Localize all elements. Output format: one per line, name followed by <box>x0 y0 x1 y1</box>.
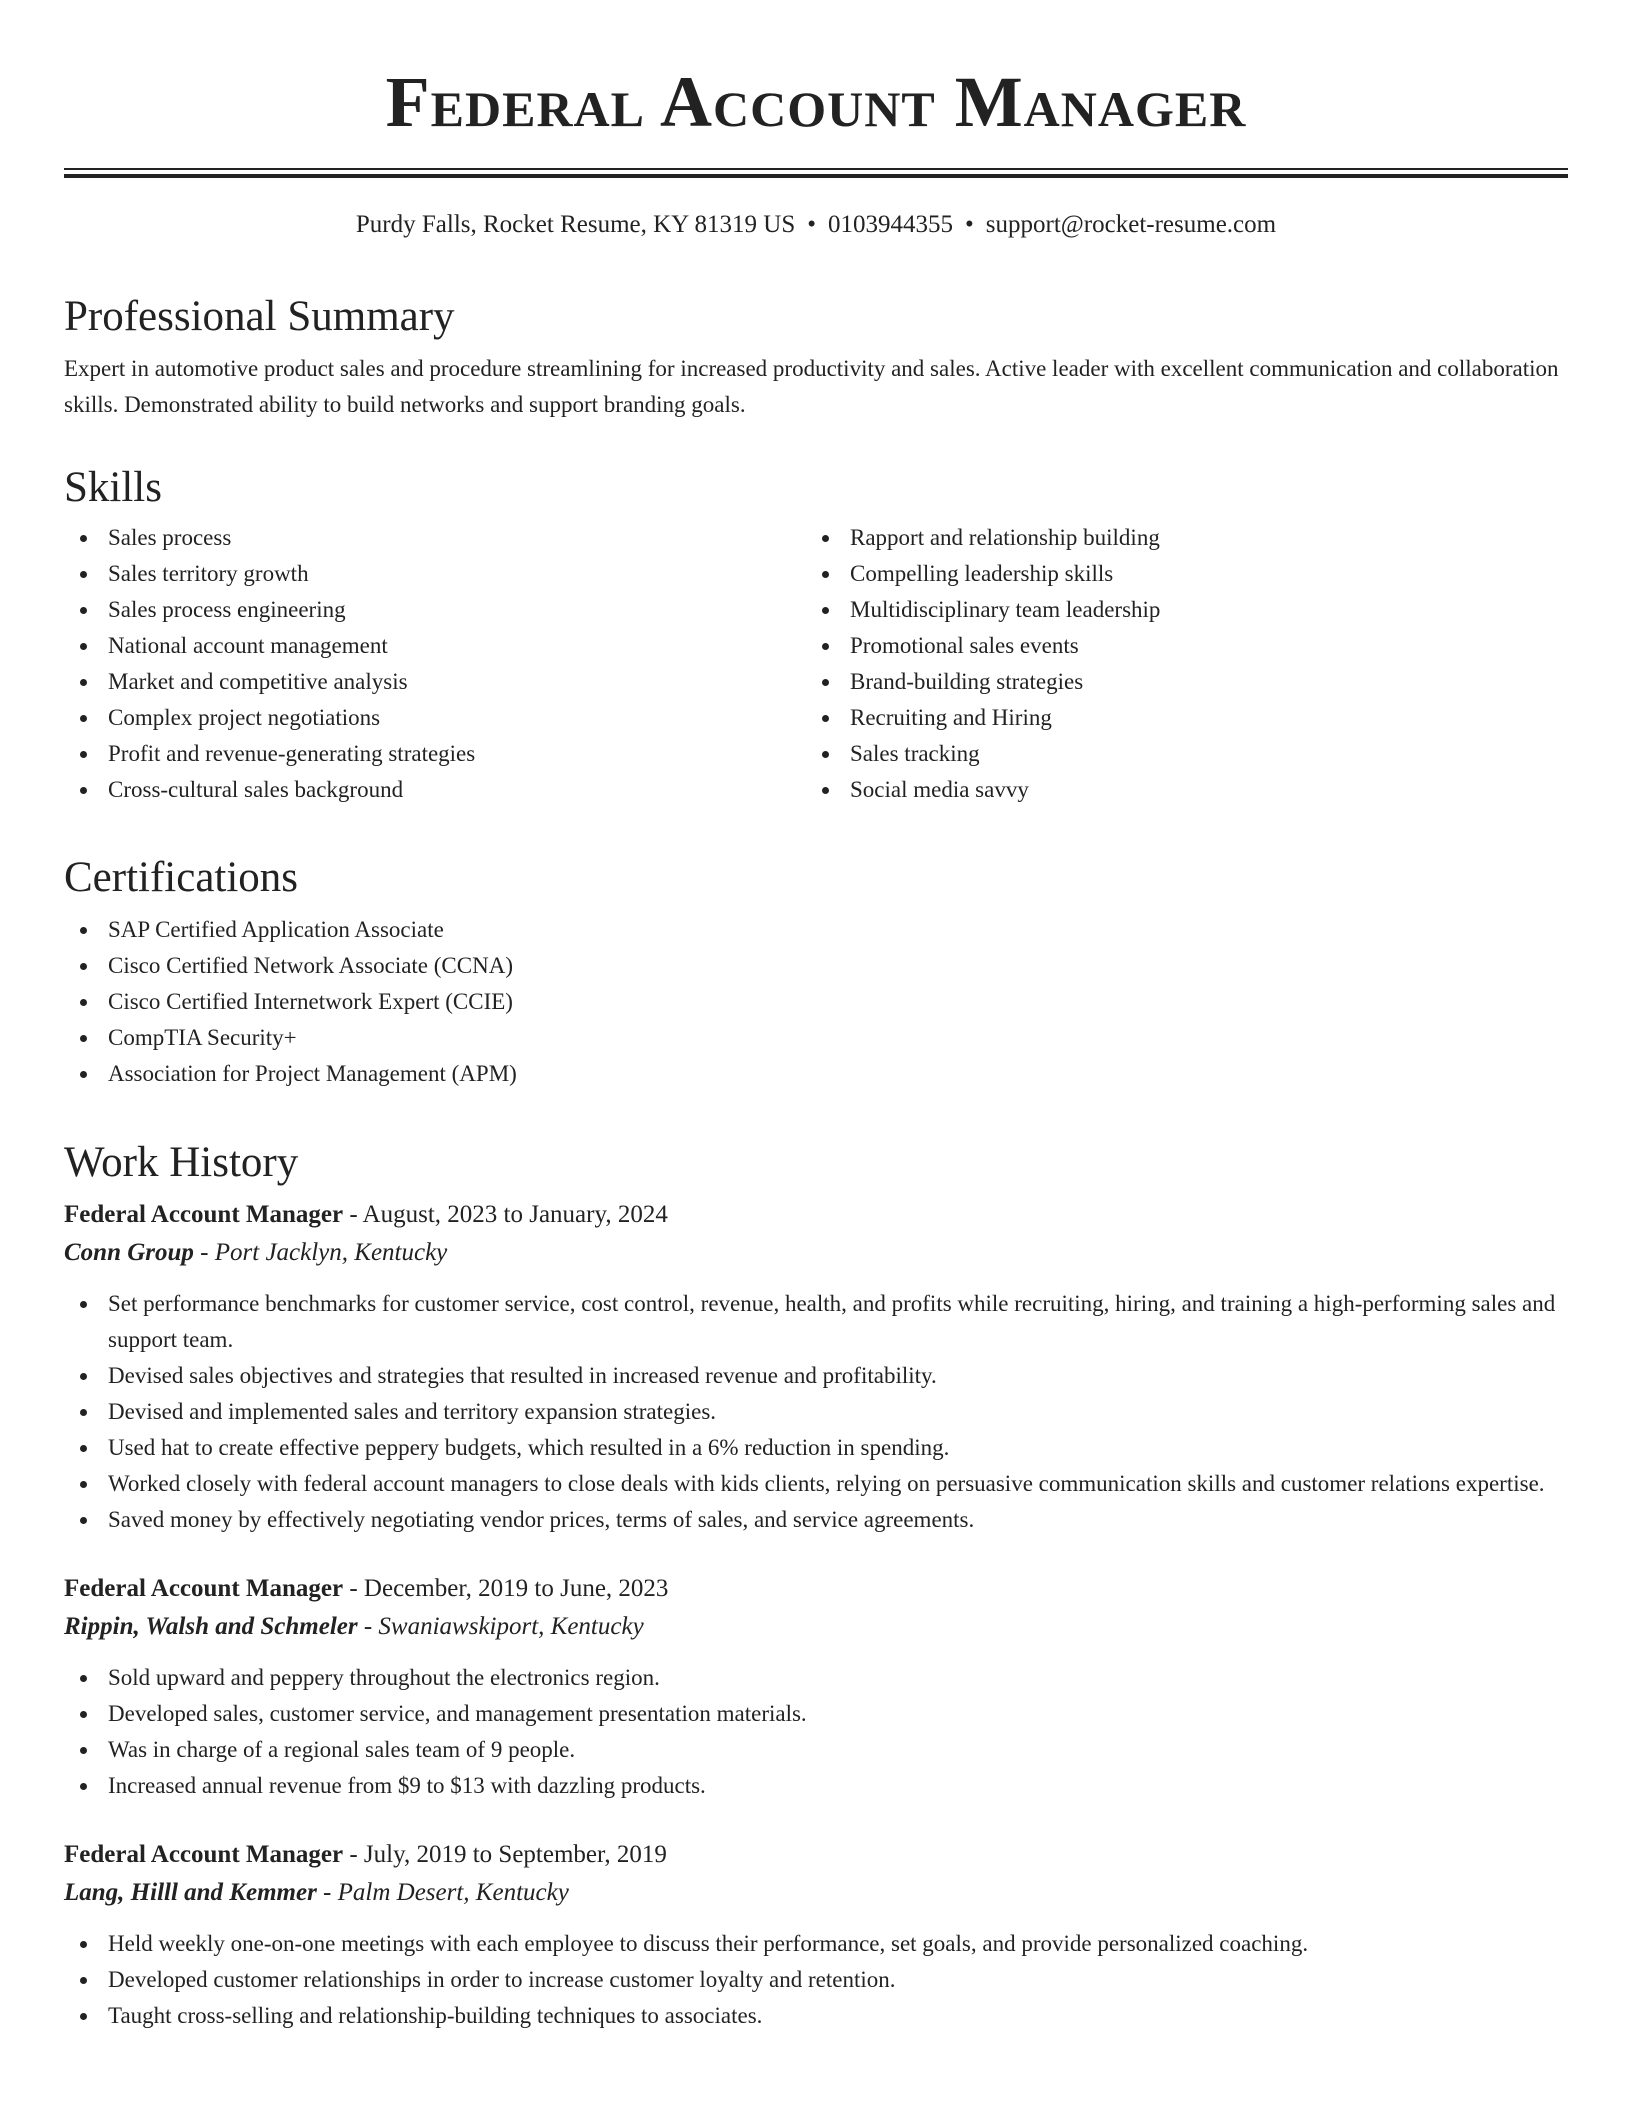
job-bullet: Sold upward and peppery throughout the electronics region. <box>64 1660 1568 1696</box>
skill-item: Sales process engineering <box>64 592 806 628</box>
skill-item: Promotional sales events <box>806 628 1548 664</box>
job-bullet: Developed sales, customer service, and management presentation materials. <box>64 1696 1568 1732</box>
certification-item: Association for Project Management (APM) <box>64 1056 1568 1092</box>
contact-address: Purdy Falls, Rocket Resume, KY 81319 US <box>355 211 796 238</box>
job-bullet: Was in charge of a regional sales team of 9 people. <box>64 1732 1568 1768</box>
skills-section <box>64 462 1568 808</box>
summary-section <box>64 291 1568 423</box>
resume-title: Federal Account Manager <box>385 62 1247 142</box>
skill-item: Profit and revenue-generating strategies <box>64 736 806 772</box>
company-line <box>64 1874 1568 1912</box>
company-line <box>64 1608 1568 1646</box>
company-name: Lang, Hilll and Kemmer <box>64 1879 317 1906</box>
skill-item: Recruiting and Hiring <box>806 700 1548 736</box>
job-bullet: Devised sales objectives and strategies that resulted in increased revenue and profitability. <box>64 1358 1568 1394</box>
company-name: Rippin, Walsh and Schmeler <box>64 1613 358 1640</box>
section-heading-summary: Professional Summary <box>64 293 455 340</box>
skill-item: Complex project negotiations <box>64 700 806 736</box>
job-title: Federal Account Manager <box>64 1575 344 1602</box>
job-dates: - December, 2019 to June, 2023 <box>343 1575 669 1602</box>
title-divider <box>64 168 1568 178</box>
certification-item: Cisco Certified Network Associate (CCNA) <box>64 948 1568 984</box>
work-history-section <box>64 1137 1568 2034</box>
job-bullet: Set performance benchmarks for customer service, cost control, revenue, health, and profits while recruiting, hiring, and training a high-performing sales and support team. <box>64 1286 1568 1358</box>
summary-text: Expert in automotive product sales and procedure streamlining for increased productivity and sales. Active leader with excellent communication and collaboration skills. Demonstrated ability to build networks and support branding goals. <box>64 356 1559 417</box>
contact-line <box>64 208 1568 242</box>
job-dates: - July, 2019 to September, 2019 <box>343 1841 667 1868</box>
certification-item: CompTIA Security+ <box>64 1020 1568 1056</box>
skills-column-right <box>806 520 1548 808</box>
company-location: - Port Jacklyn, Kentucky <box>193 1239 448 1266</box>
job-entry <box>64 1196 1568 1538</box>
job-bullet: Worked closely with federal account managers to close deals with kids clients, relying on persuasive communication skills and customer relations expertise. <box>64 1466 1568 1502</box>
job-title-line <box>64 1836 1568 1874</box>
job-bullet: Increased annual revenue from $9 to $13 with dazzling products. <box>64 1768 1568 1804</box>
job-bullet: Taught cross-selling and relationship-building techniques to associates. <box>64 1998 1568 2034</box>
skill-item: Cross-cultural sales background <box>64 772 806 808</box>
skill-item: Rapport and relationship building <box>806 520 1548 556</box>
skill-item: Sales process <box>64 520 806 556</box>
section-heading-skills: Skills <box>64 464 162 511</box>
contact-phone: 0103944355 <box>828 211 954 238</box>
job-bullet: Developed customer relationships in order to increase customer loyalty and retention. <box>64 1962 1568 1998</box>
job-title: Federal Account Manager <box>64 1201 344 1228</box>
job-title-line <box>64 1196 1568 1234</box>
skill-item: Social media savvy <box>806 772 1548 808</box>
skill-item: Sales tracking <box>806 736 1548 772</box>
skill-item: Market and competitive analysis <box>64 664 806 700</box>
job-bullet: Used hat to create effective peppery budgets, which resulted in a 6% reduction in spending. <box>64 1430 1568 1466</box>
section-heading-certifications: Certifications <box>64 854 299 901</box>
job-entry <box>64 1836 1568 2034</box>
skill-item: Multidisciplinary team leadership <box>806 592 1548 628</box>
skill-item: Brand-building strategies <box>806 664 1548 700</box>
skills-column-left <box>64 520 806 808</box>
contact-separator: • <box>965 211 974 238</box>
job-title: Federal Account Manager <box>64 1841 344 1868</box>
contact-separator: • <box>807 211 817 238</box>
skill-item: National account management <box>64 628 806 664</box>
job-dates: - August, 2023 to January, 2024 <box>343 1201 668 1228</box>
job-title-line <box>64 1570 1568 1608</box>
job-entry <box>64 1570 1568 1804</box>
certification-item: SAP Certified Application Associate <box>64 912 1568 948</box>
company-location: - Palm Desert, Kentucky <box>316 1879 569 1906</box>
section-heading-work-history: Work History <box>64 1139 299 1186</box>
job-bullet: Saved money by effectively negotiating vendor prices, terms of sales, and service agreements. <box>64 1502 1568 1538</box>
skills-columns <box>64 520 1568 808</box>
skill-item: Compelling leadership skills <box>806 556 1548 592</box>
contact-email: support@rocket-resume.com <box>985 211 1277 238</box>
company-location: - Swaniawskiport, Kentucky <box>357 1613 644 1640</box>
company-name: Conn Group <box>64 1239 194 1266</box>
job-bullet: Devised and implemented sales and territory expansion strategies. <box>64 1394 1568 1430</box>
company-line <box>64 1234 1568 1272</box>
skill-item: Sales territory growth <box>64 556 806 592</box>
job-bullet: Held weekly one-on-one meetings with each employee to discuss their performance, set goals, and provide personalized coaching. <box>64 1926 1568 1962</box>
certifications-section <box>64 852 1568 1092</box>
resume-page <box>64 0 1568 2028</box>
certification-item: Cisco Certified Internetwork Expert (CCIE) <box>64 984 1568 1020</box>
